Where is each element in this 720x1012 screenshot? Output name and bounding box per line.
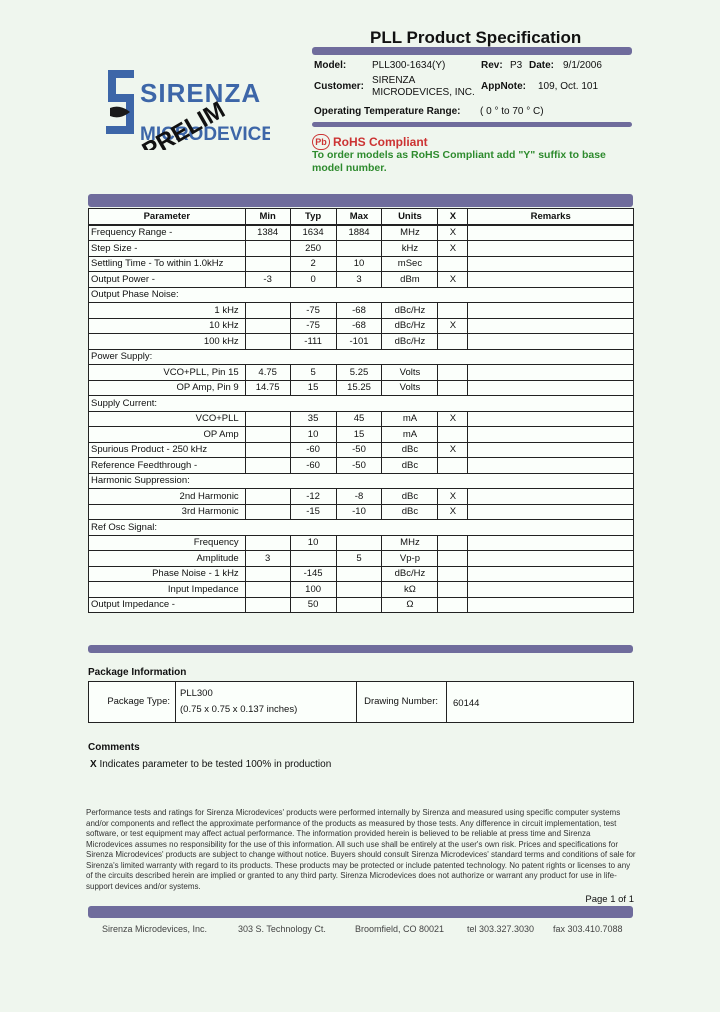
- table-row: [89, 365, 634, 381]
- min-cell: [245, 504, 290, 520]
- param-cell: Phase Noise - 1 kHz: [89, 566, 246, 582]
- units-cell: mA: [382, 411, 438, 427]
- typ-cell: 50: [290, 597, 336, 613]
- typ-cell: [290, 520, 336, 536]
- disclaimer: Performance tests and ratings for Sirenza Microdevices' products were performed internally by Sirenza and measured using specific computer systems and/or components and reflect the approximate performance of the products as measured by those tests. Any difference in circuit implementation, test software, or test equipment may affect actual performance. The information provided herein is believed to be reliable at press time and Sirenza Microdevices assumes no responsibility for the use of this information. All such use shall be entirely at the user's own risk. Prices and specifications for Sirenza Microdevices' products are subject to change without notice. Buyers should consult Sirenza Microdevices' standard terms and conditions of sale for Sirenza's limited warranty with regard to its products. These products may be protected or include patented technology. No patent rights or licenses to any of the circuits described herein are implied or granted to any third party. Sirenza Microdevices does not authorize or warrant any product for use in life-support devices and/or systems.: [86, 808, 636, 891]
- table-section-row: [89, 287, 634, 303]
- logo-line1: SIRENZA: [140, 78, 262, 108]
- units-cell: Volts: [382, 365, 438, 381]
- remarks-cell: [468, 582, 634, 598]
- remarks-cell: [468, 365, 634, 381]
- min-cell: [245, 287, 290, 303]
- min-cell: [245, 349, 290, 365]
- table-section-row: [89, 473, 634, 489]
- remarks-cell: [468, 427, 634, 443]
- units-cell: dBc: [382, 458, 438, 474]
- remarks-cell: [468, 566, 634, 582]
- units-cell: Volts: [382, 380, 438, 396]
- units-cell: dBc: [382, 442, 438, 458]
- table-row: [89, 411, 634, 427]
- max-cell: 5: [336, 551, 382, 567]
- remarks-cell: [468, 349, 634, 365]
- min-cell: [245, 318, 290, 334]
- table-row: [89, 303, 634, 319]
- units-cell: mA: [382, 427, 438, 443]
- table-row: [89, 442, 634, 458]
- typ-cell: -75: [290, 318, 336, 334]
- units-cell: MHz: [382, 225, 438, 241]
- x-cell: [438, 365, 468, 381]
- max-cell: -101: [336, 334, 382, 350]
- x-cell: X: [438, 504, 468, 520]
- min-cell: [245, 597, 290, 613]
- col-header: Min: [245, 209, 290, 225]
- param-cell: Output Phase Noise:: [89, 287, 246, 303]
- x-cell: [438, 582, 468, 598]
- col-header: X: [438, 209, 468, 225]
- param-cell: 1 kHz: [89, 303, 246, 319]
- param-cell: Frequency: [89, 535, 246, 551]
- typ-cell: -60: [290, 442, 336, 458]
- table-row: [89, 504, 634, 520]
- remarks-cell: [468, 380, 634, 396]
- drawing-number: 60144: [453, 698, 480, 709]
- param-cell: 3rd Harmonic: [89, 504, 246, 520]
- param-cell: VCO+PLL, Pin 15: [89, 365, 246, 381]
- logo-line2: MICRODEVICE: [140, 124, 270, 145]
- units-cell: dBc/Hz: [382, 334, 438, 350]
- table-row: [89, 427, 634, 443]
- x-cell: [438, 597, 468, 613]
- min-cell: [245, 396, 290, 412]
- x-cell: [438, 458, 468, 474]
- min-cell: [245, 427, 290, 443]
- remarks-cell: [468, 396, 634, 412]
- typ-cell: -75: [290, 303, 336, 319]
- param-cell: 100 kHz: [89, 334, 246, 350]
- remarks-cell: [468, 241, 634, 257]
- typ-cell: [290, 473, 336, 489]
- max-cell: [336, 597, 382, 613]
- units-cell: dBc: [382, 489, 438, 505]
- max-cell: [336, 287, 382, 303]
- min-cell: 1384: [245, 225, 290, 241]
- table-row: [89, 334, 634, 350]
- param-cell: Input Impedance: [89, 582, 246, 598]
- typ-cell: -111: [290, 334, 336, 350]
- min-cell: [245, 520, 290, 536]
- units-cell: kHz: [382, 241, 438, 257]
- typ-cell: -60: [290, 458, 336, 474]
- x-cell: X: [438, 225, 468, 241]
- min-cell: [245, 535, 290, 551]
- max-cell: [336, 396, 382, 412]
- package-type-value-1: PLL300: [180, 688, 213, 699]
- remarks-cell: [468, 272, 634, 288]
- date-label: Date:: [529, 60, 555, 71]
- typ-cell: 5: [290, 365, 336, 381]
- units-cell: dBm: [382, 272, 438, 288]
- remarks-cell: [468, 551, 634, 567]
- x-cell: [438, 380, 468, 396]
- typ-cell: [290, 287, 336, 303]
- customer-value-2: MICRODEVICES, INC.: [372, 87, 475, 98]
- max-cell: 15.25: [336, 380, 382, 396]
- min-cell: 14.75: [245, 380, 290, 396]
- test-note: [90, 759, 331, 770]
- company-logo: [100, 60, 270, 150]
- units-cell: [382, 349, 438, 365]
- max-cell: 15: [336, 427, 382, 443]
- min-cell: [245, 489, 290, 505]
- footer-tel: tel 303.327.3030: [467, 924, 535, 934]
- table-section-row: [89, 520, 634, 536]
- typ-cell: -15: [290, 504, 336, 520]
- table-row: [89, 241, 634, 257]
- col-header: Parameter: [89, 209, 246, 225]
- remarks-cell: [468, 458, 634, 474]
- table-section-row: [89, 349, 634, 365]
- pb-free-icon: Pb: [312, 134, 330, 150]
- units-cell: mSec: [382, 256, 438, 272]
- max-cell: -68: [336, 318, 382, 334]
- min-cell: [245, 473, 290, 489]
- min-cell: [245, 334, 290, 350]
- x-cell: [438, 396, 468, 412]
- table-header-row: [89, 209, 634, 225]
- min-cell: 3: [245, 551, 290, 567]
- table-row: [89, 380, 634, 396]
- x-cell: [438, 349, 468, 365]
- table-row: [89, 256, 634, 272]
- remarks-cell: [468, 318, 634, 334]
- table-row: [89, 535, 634, 551]
- x-cell: X: [438, 241, 468, 257]
- max-cell: -50: [336, 458, 382, 474]
- param-cell: OP Amp: [89, 427, 246, 443]
- min-cell: -3: [245, 272, 290, 288]
- min-cell: [245, 256, 290, 272]
- x-cell: [438, 473, 468, 489]
- param-cell: Reference Feedthrough -: [89, 458, 246, 474]
- table-section-row: [89, 396, 634, 412]
- min-cell: [245, 566, 290, 582]
- date-value: 9/1/2006: [563, 60, 602, 71]
- min-cell: [245, 442, 290, 458]
- typ-cell: 250: [290, 241, 336, 257]
- min-cell: [245, 241, 290, 257]
- x-cell: [438, 303, 468, 319]
- col-header: Typ: [290, 209, 336, 225]
- x-cell: X: [438, 442, 468, 458]
- max-cell: -68: [336, 303, 382, 319]
- optemp-value: ( 0 ° to 70 ° C): [480, 106, 544, 117]
- remarks-cell: [468, 520, 634, 536]
- col-header: Max: [336, 209, 382, 225]
- max-cell: 45: [336, 411, 382, 427]
- x-cell: [438, 535, 468, 551]
- footer-address: 303 S. Technology Ct.: [238, 924, 326, 934]
- remarks-cell: [468, 597, 634, 613]
- x-cell: [438, 287, 468, 303]
- typ-cell: 10: [290, 427, 336, 443]
- remarks-cell: [468, 489, 634, 505]
- max-cell: 10: [336, 256, 382, 272]
- footer-company: Sirenza Microdevices, Inc.: [102, 924, 208, 934]
- units-cell: [382, 520, 438, 536]
- typ-cell: [290, 551, 336, 567]
- units-cell: kΩ: [382, 582, 438, 598]
- param-cell: Output Power -: [89, 272, 246, 288]
- param-cell: 2nd Harmonic: [89, 489, 246, 505]
- table-row: [89, 597, 634, 613]
- drawing-label: Drawing Number:: [364, 696, 438, 707]
- x-cell: X: [438, 411, 468, 427]
- footer-bar: [88, 906, 633, 918]
- customer-value-1: SIRENZA: [372, 75, 416, 86]
- remarks-cell: [468, 256, 634, 272]
- param-cell: Spurious Product - 250 kHz: [89, 442, 246, 458]
- typ-cell: 100: [290, 582, 336, 598]
- rev-value: P3: [510, 60, 523, 71]
- param-cell: 10 kHz: [89, 318, 246, 334]
- page-number: Page 1 of 1: [585, 894, 634, 905]
- remarks-cell: [468, 473, 634, 489]
- max-cell: [336, 349, 382, 365]
- max-cell: -8: [336, 489, 382, 505]
- param-cell: Output Impedance -: [89, 597, 246, 613]
- remarks-cell: [468, 225, 634, 241]
- table-row: [89, 318, 634, 334]
- param-cell: Harmonic Suppression:: [89, 473, 246, 489]
- typ-cell: 10: [290, 535, 336, 551]
- table-row: [89, 458, 634, 474]
- units-cell: [382, 473, 438, 489]
- package-box: [88, 681, 634, 723]
- page-title: PLL Product Specification: [370, 28, 582, 47]
- remarks-cell: [468, 411, 634, 427]
- header-divider: [312, 122, 632, 127]
- param-cell: Step Size -: [89, 241, 246, 257]
- table-row: [89, 272, 634, 288]
- typ-cell: 2: [290, 256, 336, 272]
- table-bottom-bar: [88, 645, 633, 653]
- max-cell: 5.25: [336, 365, 382, 381]
- x-cell: X: [438, 489, 468, 505]
- typ-cell: 1634: [290, 225, 336, 241]
- units-cell: MHz: [382, 535, 438, 551]
- remarks-cell: [468, 303, 634, 319]
- table-row: [89, 489, 634, 505]
- max-cell: [336, 582, 382, 598]
- min-cell: [245, 458, 290, 474]
- table-top-bar: [88, 194, 633, 207]
- x-cell: [438, 256, 468, 272]
- model-label: Model:: [314, 60, 347, 71]
- units-cell: dBc: [382, 504, 438, 520]
- units-cell: Ω: [382, 597, 438, 613]
- remarks-cell: [468, 535, 634, 551]
- typ-cell: [290, 396, 336, 412]
- typ-cell: -12: [290, 489, 336, 505]
- test-mark: X: [90, 759, 97, 770]
- param-cell: OP Amp, Pin 9: [89, 380, 246, 396]
- table-row: [89, 566, 634, 582]
- typ-cell: 35: [290, 411, 336, 427]
- remarks-cell: [468, 334, 634, 350]
- rohs-title: RoHS Compliant: [333, 135, 428, 149]
- typ-cell: 0: [290, 272, 336, 288]
- param-cell: Ref Osc Signal:: [89, 520, 246, 536]
- max-cell: [336, 535, 382, 551]
- max-cell: [336, 520, 382, 536]
- x-cell: [438, 334, 468, 350]
- max-cell: [336, 241, 382, 257]
- units-cell: Vp-p: [382, 551, 438, 567]
- typ-cell: -145: [290, 566, 336, 582]
- max-cell: 1884: [336, 225, 382, 241]
- col-header: Units: [382, 209, 438, 225]
- param-cell: Amplitude: [89, 551, 246, 567]
- footer-fax: fax 303.410.7088: [553, 924, 623, 934]
- prelim-stamp: PRELIM: [137, 96, 230, 150]
- param-cell: VCO+PLL: [89, 411, 246, 427]
- header-bar: [312, 47, 632, 55]
- param-cell: Supply Current:: [89, 396, 246, 412]
- package-type-value-2: (0.75 x 0.75 x 0.137 inches): [180, 704, 298, 715]
- table-row: [89, 225, 634, 241]
- param-cell: Power Supply:: [89, 349, 246, 365]
- typ-cell: [290, 349, 336, 365]
- min-cell: [245, 582, 290, 598]
- x-cell: X: [438, 272, 468, 288]
- col-header: Remarks: [468, 209, 634, 225]
- x-cell: [438, 520, 468, 536]
- units-cell: dBc/Hz: [382, 566, 438, 582]
- remarks-cell: [468, 287, 634, 303]
- x-cell: [438, 566, 468, 582]
- comments-title: Comments: [88, 742, 140, 753]
- units-cell: [382, 396, 438, 412]
- x-cell: X: [438, 318, 468, 334]
- max-cell: -10: [336, 504, 382, 520]
- appnote-label: AppNote:: [481, 81, 526, 92]
- typ-cell: 15: [290, 380, 336, 396]
- max-cell: [336, 473, 382, 489]
- param-cell: Frequency Range -: [89, 225, 246, 241]
- package-type-label: Package Type:: [107, 696, 170, 707]
- rev-label: Rev:: [481, 60, 503, 71]
- units-cell: dBc/Hz: [382, 318, 438, 334]
- units-cell: [382, 287, 438, 303]
- rohs-note: To order models as RoHS Compliant add "Y" suffix to base model number.: [312, 149, 606, 174]
- table-row: [89, 582, 634, 598]
- x-cell: [438, 551, 468, 567]
- max-cell: [336, 566, 382, 582]
- spec-table: [88, 208, 634, 613]
- test-note-text: Indicates parameter to be tested 100% in production: [99, 759, 332, 770]
- param-cell: Settling Time - To within 1.0kHz: [89, 256, 246, 272]
- max-cell: 3: [336, 272, 382, 288]
- min-cell: [245, 411, 290, 427]
- customer-label: Customer:: [314, 81, 365, 92]
- footer-city: Broomfield, CO 80021: [355, 924, 445, 934]
- package-title: Package Information: [88, 667, 187, 678]
- units-cell: dBc/Hz: [382, 303, 438, 319]
- min-cell: [245, 303, 290, 319]
- remarks-cell: [468, 504, 634, 520]
- max-cell: -50: [336, 442, 382, 458]
- optemp-label: Operating Temperature Range:: [314, 106, 461, 117]
- table-row: [89, 551, 634, 567]
- model-value: PLL300-1634(Y): [372, 60, 446, 71]
- remarks-cell: [468, 442, 634, 458]
- x-cell: [438, 427, 468, 443]
- appnote-value: 109, Oct. 101: [538, 81, 599, 92]
- min-cell: 4.75: [245, 365, 290, 381]
